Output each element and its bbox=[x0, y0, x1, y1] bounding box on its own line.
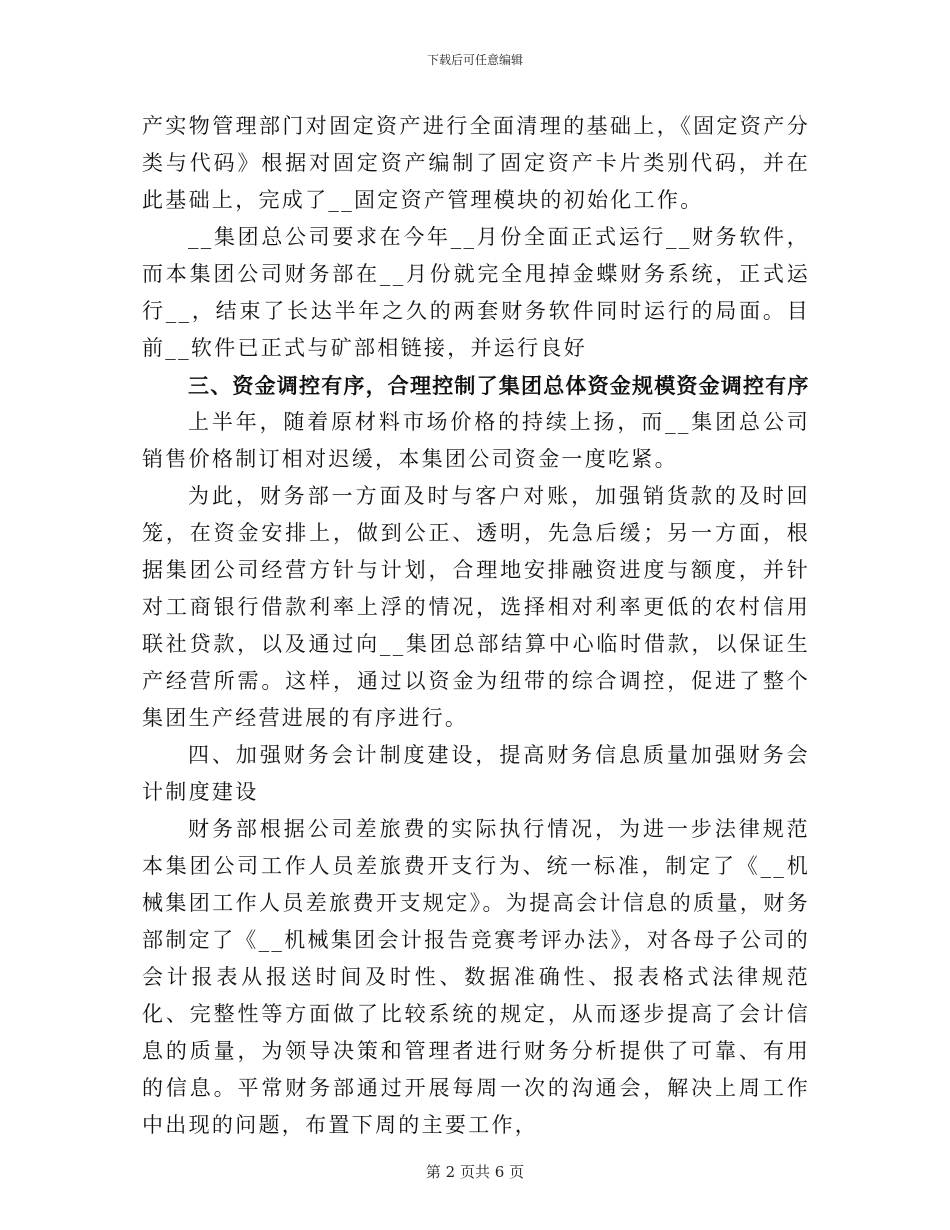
paragraph-travel-expense-rules: 财务部根据公司差旅费的实际执行情况，为进一步法律规范本集团公司工作人员差旅费开支行为、统一标准，制定了《__机械集团工作人员差旅费开支规定》。为提高会计信息的质量，财务部制定了《__机械集团会计报告竞赛考评办法》，对各母子公司的会计报表从报送时间及时性、数据准确性、报表格式法律规范化、完整性等方面做了比较系统的规定，从而逐步提高了会计信息的质量，为领导决策和管理者进行财务分析提供了可靠、有用的信息。平常财务部通过开展每周一次的沟通会，解决上周工作中出现的问题，布置下周的主要工作， bbox=[142, 817, 810, 1137]
paragraph-first-half: 上半年，随着原材料市场价格的持续上扬，而__集团总公司销售价格制订相对迟缓，本集团公司资金一度吃紧。 bbox=[142, 410, 810, 471]
document-body bbox=[142, 108, 810, 1144]
page-number: 第 2 页共 6 页 bbox=[425, 1163, 525, 1181]
paragraph-asset-management: 产实物管理部门对固定资产进行全面清理的基础上，《固定资产分类与代码》根据对固定资产编制了固定资产卡片类别代码，并在此基础上，完成了__固定资产管理模块的初始化工作。 bbox=[142, 114, 810, 212]
paragraph-fund-measures: 为此，财务部一方面及时与客户对账，加强销货款的及时回笼，在资金安排上，做到公正、透明，先急后缓；另一方面，根据集团公司经营方针与计划，合理地安排融资进度与额度，并针对工商银行借款利率上浮的情况，选择相对利率更低的农村信用联社贷款，以及通过向__集团总部结算中心临时借款，以保证生产经营所需。这样，通过以资金为纽带的综合调控，促进了整个集团生产经营进展的有序进行。 bbox=[142, 484, 810, 730]
page-header: 下载后可任意编辑 bbox=[426, 53, 523, 67]
section-heading-accounting-system: 四、加强财务会计制度建设，提高财务信息质量加强财务会计制度建设 bbox=[142, 743, 810, 804]
section-heading-fund-control: 三、资金调控有序，合理控制了集团总体资金规模资金调控有序 bbox=[188, 373, 810, 398]
paragraph-financial-software: __集团总公司要求在今年__月份全面正式运行__财务软件，而本集团公司财务部在__月份就完全甩掉金蝶财务系统，正式运行__，结束了长达半年之久的两套财务软件同时运行的局面。目前__软件已正式与矿部相链接，并运行良好 bbox=[142, 225, 810, 360]
